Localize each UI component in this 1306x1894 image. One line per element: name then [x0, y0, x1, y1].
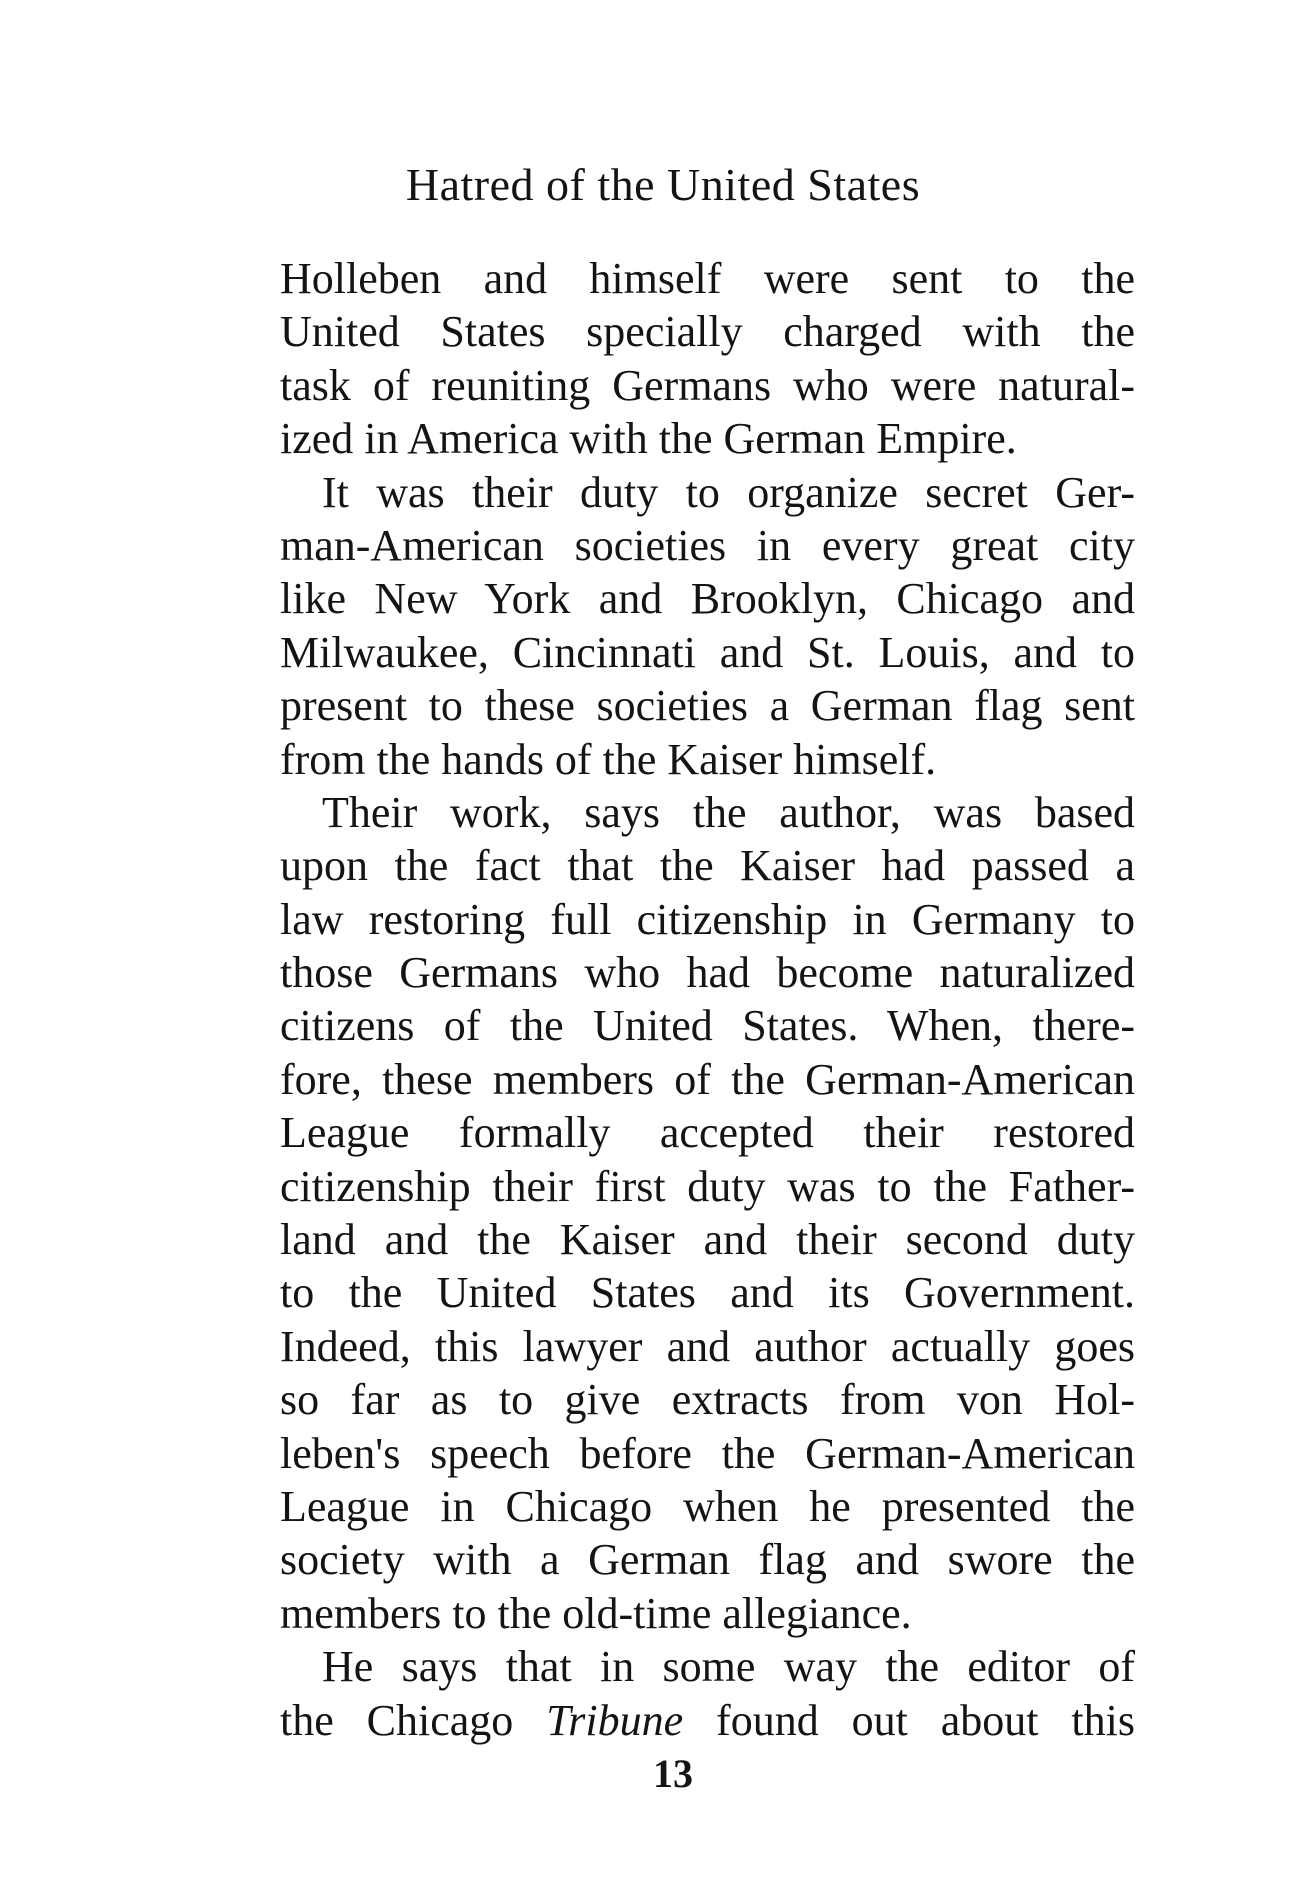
text-line: present to these societies a German flag sent [280, 681, 1135, 731]
text-line: task of reuniting Germans who were natural- [280, 360, 1135, 410]
text-line: He says that in some way the editor of [322, 1642, 1135, 1692]
text-line-final [280, 1694, 1135, 1747]
text-line: Their work, says the author, was based [322, 787, 1135, 837]
text-line: ized in America with the German Empire. [280, 414, 1017, 464]
text-line: those Germans who had become naturalized [280, 948, 1135, 998]
text-line: man-American societies in every great city [280, 520, 1135, 570]
text-line: fore, these members of the German-American [280, 1054, 1135, 1104]
text-line: United States specially charged with the [280, 307, 1135, 357]
text-line: society with a German flag and swore the [280, 1535, 1135, 1585]
text-line: citizenship their first duty was to the Father- [280, 1161, 1135, 1211]
text-line: Holleben and himself were sent to the [280, 254, 1135, 303]
text-line: law restoring full citizenship in Germany to [280, 894, 1135, 944]
text-line: League in Chicago when he presented the [280, 1481, 1135, 1531]
text-fragment: the Chicago [280, 1695, 547, 1745]
text-line: citizens of the United States. When, there- [280, 1001, 1135, 1051]
text-line: leben's speech before the German-American [280, 1428, 1135, 1478]
body-text [280, 252, 1135, 1747]
text-line: It was their duty to organize secret Ger- [322, 467, 1135, 517]
text-line: so far as to give extracts from von Hol- [280, 1375, 1135, 1425]
text-line: League formally accepted their restored [280, 1108, 1135, 1158]
text-line: upon the fact that the Kaiser had passed a [280, 841, 1135, 891]
text-line: Milwaukee, Cincinnati and St. Louis, and to [280, 627, 1135, 677]
text-line: like New York and Brooklyn, Chicago and [280, 574, 1135, 624]
text-line: to the United States and its Government. [280, 1268, 1135, 1318]
text-line: from the hands of the Kaiser himself. [280, 734, 937, 784]
text-line: land and the Kaiser and their second duty [280, 1215, 1135, 1265]
running-head: Hatred of the United States [405, 159, 921, 210]
text-line: Indeed, this lawyer and author actually goes [280, 1321, 1135, 1371]
page-number: 13 [653, 1751, 693, 1796]
newspaper-title: Tribune [546, 1695, 684, 1745]
text-fragment: found out about this [683, 1695, 1135, 1745]
text-line: members to the old-time allegiance. [280, 1588, 912, 1638]
